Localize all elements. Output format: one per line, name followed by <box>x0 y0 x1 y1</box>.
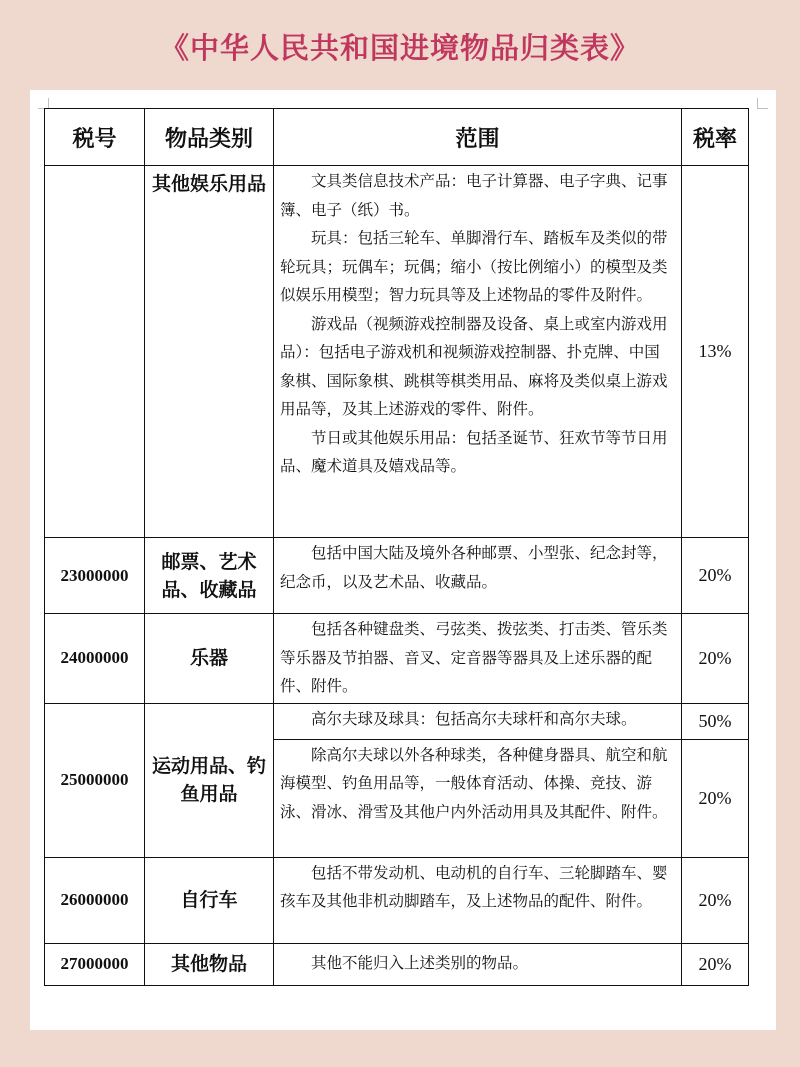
scope-text <box>274 614 682 704</box>
category-name: 其他娱乐用品 <box>145 166 274 538</box>
category-name: 运动用品、钓鱼用品 <box>145 703 274 857</box>
category-name: 其他物品 <box>145 943 274 985</box>
table-row <box>45 166 749 538</box>
header-rate: 税率 <box>682 109 749 166</box>
scope-paragraph: 文具类信息技术产品：电子计算器、电子字典、记事簿、电子（纸）书。 <box>280 172 668 219</box>
table-row <box>45 857 749 943</box>
scope-paragraph: 除高尔夫球以外各种球类，各种健身器具、航空和航海模型、钓鱼用品等，一般体育活动、体操、竞技、游泳、滑冰、滑雪及其他户内外活动用具及其配件、附件。 <box>280 745 668 821</box>
header-category: 物品类别 <box>145 109 274 166</box>
scope-paragraph: 其他不能归入上述类别的物品。 <box>311 954 529 973</box>
scope-paragraph: 包括中国大陆及境外各种邮票、小型张、纪念封等，纪念币，以及艺术品、收藏品。 <box>280 544 668 591</box>
scope-text <box>274 739 682 857</box>
scope-text <box>274 166 682 538</box>
tax-rate: 20% <box>682 857 749 943</box>
classification-table <box>44 108 749 986</box>
scope-text <box>274 943 682 985</box>
table-row <box>45 943 749 985</box>
scope-paragraph: 玩具：包括三轮车、单脚滑行车、踏板车及类似的带轮玩具；玩偶车；玩偶；缩小（按比例缩小）的模型及类似娱乐用模型；智力玩具等及上述物品的零件及附件。 <box>280 229 668 304</box>
tax-rate: 50% <box>682 703 749 739</box>
tax-code <box>45 166 145 538</box>
scope-paragraph: 包括各种键盘类、弓弦类、拨弦类、打击类、管乐类等乐器及节拍器、音叉、定音器等器具及上述乐器的配件、附件。 <box>280 620 668 695</box>
category-name: 乐器 <box>145 614 274 704</box>
header-row <box>45 109 749 166</box>
scope-paragraph: 包括不带发动机、电动机的自行车、三轮脚踏车、婴孩车及其他非机动脚踏车，及上述物品的配件、附件。 <box>280 863 668 910</box>
scope-paragraph: 游戏品（视频游戏控制器及设备、桌上或室内游戏用品）：包括电子游戏机和视频游戏控制器、扑克牌、中国象棋、国际象棋、跳棋等棋类用品、麻将及类似桌上游戏用品等，及其上述游戏的零件、附件。 <box>280 314 668 418</box>
scope-text <box>274 857 682 943</box>
header-code: 税号 <box>45 109 145 166</box>
category-name: 邮票、艺术品、收藏品 <box>145 538 274 614</box>
category-name: 自行车 <box>145 857 274 943</box>
tax-code: 23000000 <box>45 538 145 614</box>
tax-code: 27000000 <box>45 943 145 985</box>
tax-rate: 13% <box>682 166 749 538</box>
scope-text <box>274 538 682 614</box>
tax-rate: 20% <box>682 739 749 857</box>
table-row <box>45 614 749 704</box>
scope-text <box>274 703 682 739</box>
scope-paragraph: 高尔夫球及球具：包括高尔夫球杆和高尔夫球。 <box>311 709 637 728</box>
scope-paragraph: 节日或其他娱乐用品：包括圣诞节、狂欢节等节日用品、魔术道具及嬉戏品等。 <box>280 428 668 475</box>
tax-code: 25000000 <box>45 703 145 857</box>
table-row <box>45 703 749 739</box>
tax-rate: 20% <box>682 943 749 985</box>
table-row <box>45 538 749 614</box>
tax-rate: 20% <box>682 538 749 614</box>
tax-code: 24000000 <box>45 614 145 704</box>
tax-rate: 20% <box>682 614 749 704</box>
tax-code: 26000000 <box>45 857 145 943</box>
page-corner-mark <box>757 98 768 109</box>
page-title: 《中华人民共和国进境物品归类表》 <box>159 31 640 65</box>
header-scope: 范围 <box>274 109 682 166</box>
